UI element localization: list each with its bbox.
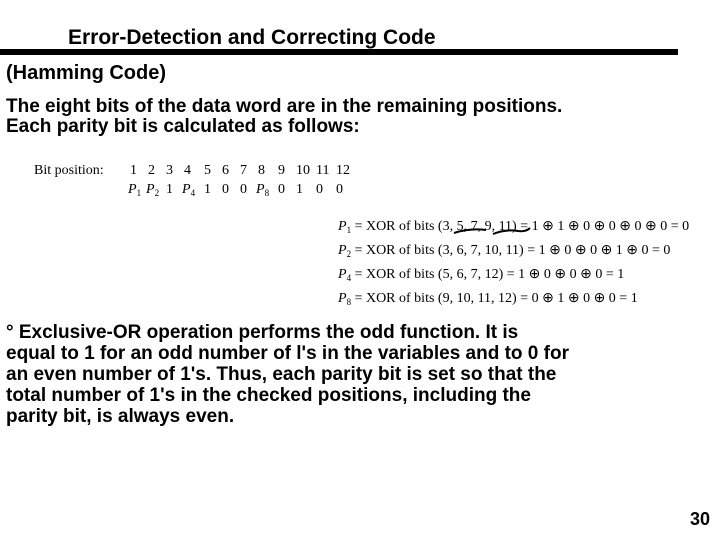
bit-position-number: 6 — [222, 163, 229, 178]
bit-symbol: 0 — [278, 182, 285, 197]
bit-symbol: 0 — [222, 182, 229, 197]
intro-line: The eight bits of the data word are in the remaining positions. — [6, 96, 563, 117]
bit-symbol: 1 — [296, 182, 303, 197]
parity-expression: = XOR of bits (3, 5, 7, 9, 11) = 1 ⊕ 1 ⊕ 0 ⊕ 0 ⊕ 0 ⊕ 0 = 0 — [351, 219, 690, 234]
bit-symbol: 0 — [240, 182, 247, 197]
bit-symbol: P — [256, 182, 265, 197]
bit-position-number: 11 — [316, 163, 330, 178]
bit-position-number: 9 — [278, 163, 285, 178]
parity-expression: = XOR of bits (5, 6, 7, 12) = 1 ⊕ 0 ⊕ 0 ⊕ 0 = 1 — [351, 267, 625, 282]
bit-position-number: 12 — [336, 163, 350, 178]
parity-variable: P — [338, 291, 347, 306]
bit-position-number: 8 — [258, 163, 265, 178]
bit-subscript: 4 — [190, 188, 196, 198]
bit-position-number: 3 — [166, 163, 173, 178]
slide-subtitle: (Hamming Code) — [6, 62, 166, 84]
explanation-line: total number of 1's in the checked positions, including the — [6, 385, 531, 406]
parity-variable: P — [338, 267, 347, 282]
parity-subscript: 1 — [346, 225, 352, 235]
explanation-paragraph — [6, 322, 569, 427]
bit-symbol: 1 — [166, 182, 173, 197]
explanation-line: an even number of 1's. Thus, each parity bit is set so that the — [6, 364, 557, 385]
bit-position-number: 2 — [148, 163, 155, 178]
parity-subscript: 2 — [346, 249, 352, 259]
bit-symbol: P — [146, 182, 155, 197]
bit-subscript: 2 — [154, 188, 160, 198]
bit-subscript: 1 — [136, 188, 142, 198]
parity-variable: P — [338, 219, 347, 234]
bit-position-number: 10 — [296, 163, 310, 178]
bit-symbol: 0 — [336, 182, 343, 197]
ink-underline-mark — [454, 229, 486, 233]
slide-title: Error-Detection and Correcting Code — [68, 26, 436, 49]
parity-variable: P — [338, 243, 347, 258]
parity-subscript: 4 — [346, 273, 352, 283]
bit-symbol: P — [182, 182, 191, 197]
explanation-line: equal to 1 for an odd number of l's in the variables and to 0 for — [6, 343, 569, 364]
parity-subscript: 8 — [346, 297, 352, 307]
bit-position-number: 4 — [184, 163, 191, 178]
explanation-line: ° Exclusive-OR operation performs the odd function. It is — [6, 322, 519, 343]
parity-expression: = XOR of bits (3, 6, 7, 10, 11) = 1 ⊕ 0 ⊕ 0 ⊕ 1 ⊕ 0 = 0 — [351, 243, 671, 258]
bit-position-number: 1 — [130, 163, 137, 178]
bit-symbol: P — [128, 182, 137, 197]
bit-position-number: 7 — [240, 163, 247, 178]
bit-position-number: 5 — [204, 163, 211, 178]
intro-line: Each parity bit is calculated as follows: — [6, 116, 360, 137]
page-number: 30 — [689, 509, 710, 529]
parity-expression: = XOR of bits (9, 10, 11, 12) = 0 ⊕ 1 ⊕ 0 ⊕ 0 = 1 — [351, 291, 638, 306]
bit-symbol: 0 — [316, 182, 323, 197]
bit-symbol: 1 — [204, 182, 211, 197]
explanation-line: parity bit, is always even. — [6, 406, 235, 427]
bit-position-label: Bit position: — [34, 163, 104, 178]
bit-subscript: 8 — [264, 188, 270, 198]
ink-underline-mark — [493, 228, 530, 234]
